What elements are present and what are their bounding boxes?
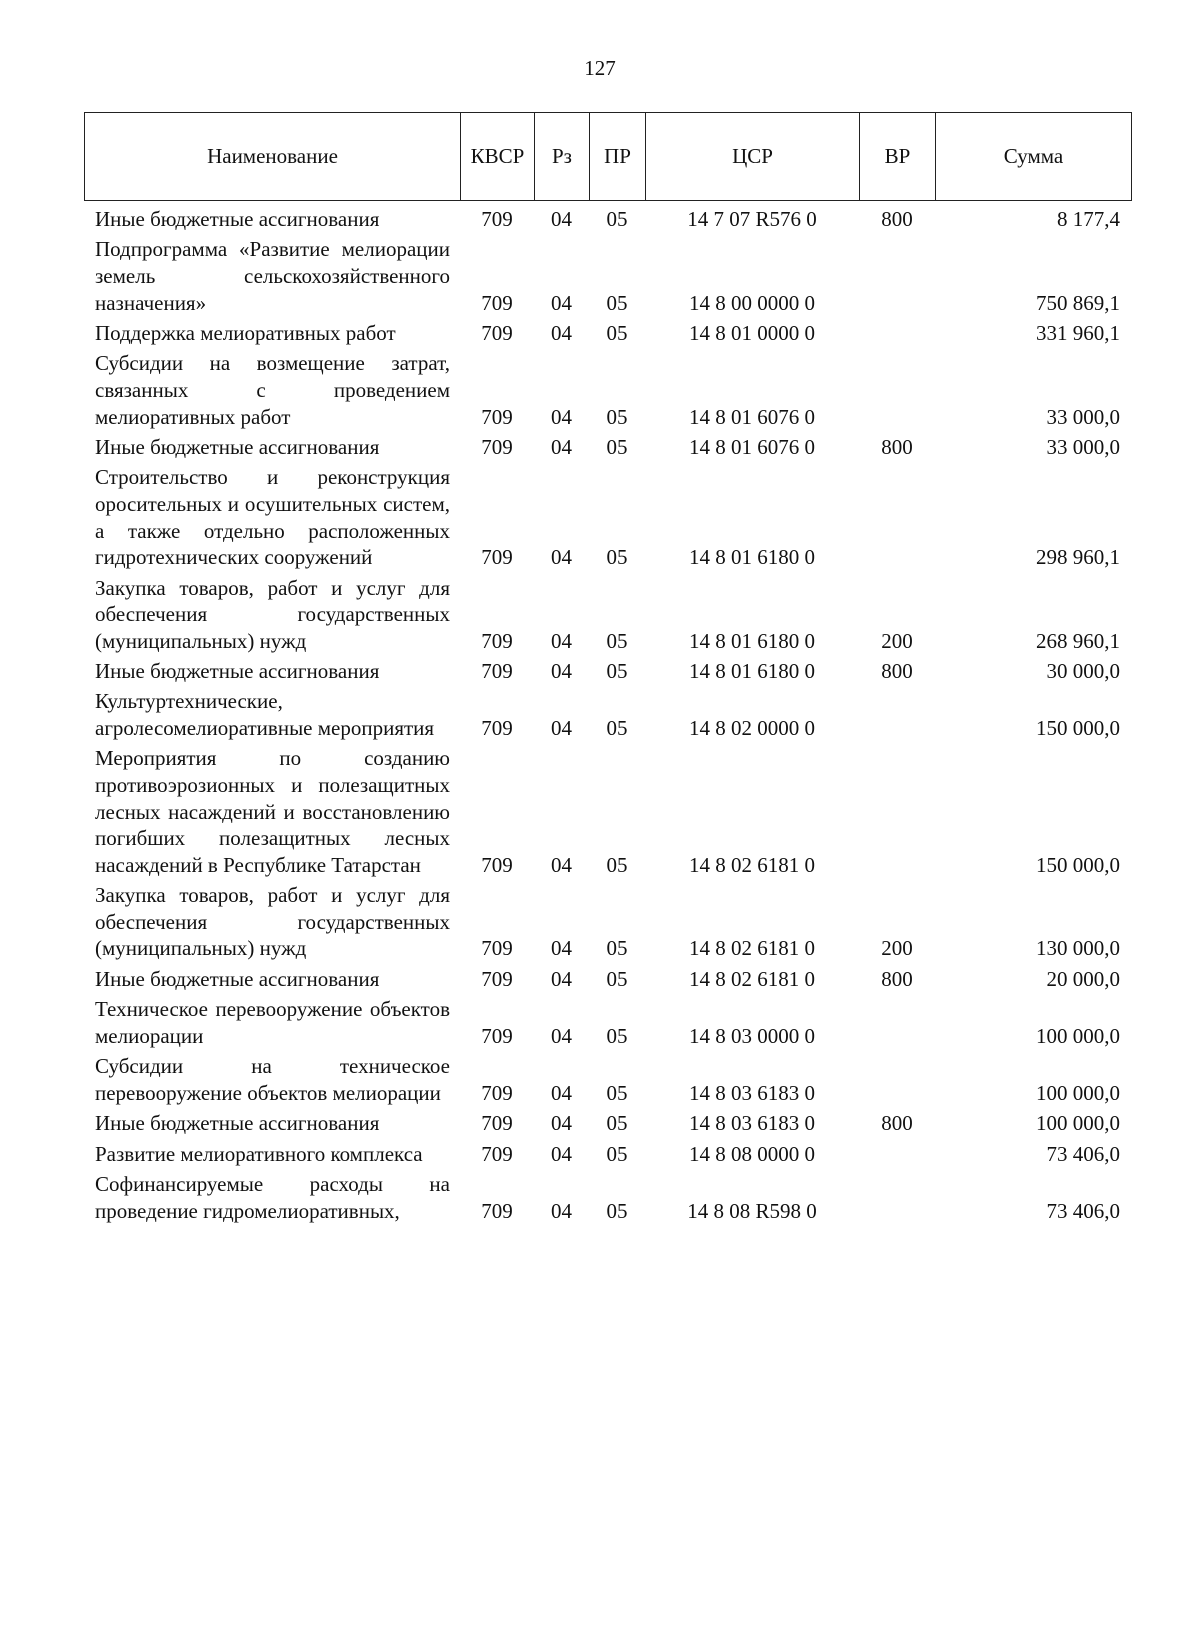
cell-pr: 05 <box>606 659 628 684</box>
cell-vr: 200 <box>881 628 913 653</box>
table-row <box>84 1141 1131 1171</box>
cell-rz: 04 <box>551 1111 572 1136</box>
cell-sum: 150 000,0 <box>1036 852 1120 877</box>
header-csr: ЦСР <box>646 113 860 201</box>
cell-kvsr: 709 <box>481 966 513 991</box>
cell-sum: 750 869,1 <box>1036 290 1120 315</box>
cell-sum: 100 000,0 <box>1036 1080 1120 1105</box>
cell-kvsr: 709 <box>481 1080 513 1105</box>
cell-kvsr: 709 <box>481 716 513 741</box>
cell-vr <box>859 1171 935 1228</box>
cell-name: Мероприятия по созданию противоэрозионных и полезащитных лесных насаждений и восстановлению погибших полезащитных лесных насаждений в Республике Татарстан <box>95 746 450 877</box>
cell-kvsr: 709 <box>481 659 513 684</box>
table-row <box>84 966 1131 996</box>
cell-csr: 14 8 02 6181 0 <box>689 852 815 877</box>
cell-kvsr: 709 <box>481 207 513 231</box>
cell-rz: 04 <box>551 966 572 991</box>
cell-csr: 14 8 03 6183 0 <box>689 1080 815 1105</box>
cell-vr: 800 <box>881 434 913 459</box>
cell-sum: 298 960,1 <box>1036 545 1120 570</box>
cell-sum: 100 000,0 <box>1036 1111 1120 1136</box>
cell-vr: 800 <box>881 1111 913 1136</box>
cell-csr: 14 8 01 6076 0 <box>689 404 815 429</box>
budget-table <box>84 206 1131 1228</box>
cell-pr: 05 <box>606 1141 628 1166</box>
cell-pr: 05 <box>606 207 628 231</box>
cell-vr <box>859 350 935 434</box>
cell-name: Иные бюджетные ассигнования <box>95 659 380 684</box>
cell-csr: 14 7 07 R576 0 <box>687 207 817 231</box>
cell-sum: 8 177,4 <box>1057 207 1120 231</box>
table-header <box>84 112 1132 201</box>
table-row <box>84 882 1131 966</box>
cell-pr: 05 <box>606 1023 628 1048</box>
cell-sum: 20 000,0 <box>1046 966 1120 991</box>
cell-name: Софинансируемые расходы на проведение гидромелиоративных, <box>95 1171 450 1223</box>
cell-rz: 04 <box>551 434 572 459</box>
cell-rz: 04 <box>551 628 572 653</box>
cell-csr: 14 8 01 6180 0 <box>689 545 815 570</box>
cell-name: Иные бюджетные ассигнования <box>95 434 380 459</box>
cell-sum: 33 000,0 <box>1046 404 1120 429</box>
cell-csr: 14 8 01 0000 0 <box>689 320 815 345</box>
cell-csr: 14 8 08 R598 0 <box>687 1198 817 1223</box>
cell-pr: 05 <box>606 404 628 429</box>
cell-kvsr: 709 <box>481 1111 513 1136</box>
table-row <box>84 688 1131 745</box>
cell-name: Закупка товаров, работ и услуг для обеспечения государственных (муниципальных) нужд <box>95 575 450 653</box>
cell-rz: 04 <box>551 1080 572 1105</box>
cell-pr: 05 <box>606 320 628 345</box>
cell-csr: 14 8 02 0000 0 <box>689 716 815 741</box>
cell-kvsr: 709 <box>481 404 513 429</box>
header-pr: ПР <box>590 113 646 201</box>
cell-sum: 30 000,0 <box>1046 659 1120 684</box>
cell-vr: 800 <box>881 659 913 684</box>
cell-vr <box>859 745 935 882</box>
cell-csr: 14 8 03 0000 0 <box>689 1023 815 1048</box>
cell-pr: 05 <box>606 936 628 961</box>
cell-kvsr: 709 <box>481 936 513 961</box>
cell-name: Субсидии на возмещение затрат, связанных с проведением мелиоративных работ <box>95 351 450 429</box>
cell-name: Иные бюджетные ассигнования <box>95 1111 380 1136</box>
table-row <box>84 745 1131 882</box>
cell-vr <box>859 236 935 320</box>
cell-csr: 14 8 03 6183 0 <box>689 1111 815 1136</box>
table-row <box>84 658 1131 688</box>
cell-rz: 04 <box>551 936 572 961</box>
cell-csr: 14 8 08 0000 0 <box>689 1141 815 1166</box>
table-row <box>84 464 1131 574</box>
cell-sum: 130 000,0 <box>1036 936 1120 961</box>
cell-sum: 73 406,0 <box>1046 1141 1120 1166</box>
cell-pr: 05 <box>606 1080 628 1105</box>
cell-csr: 14 8 00 0000 0 <box>689 290 815 315</box>
table-row <box>84 236 1131 320</box>
cell-kvsr: 709 <box>481 628 513 653</box>
cell-sum: 331 960,1 <box>1036 320 1120 345</box>
cell-name: Иные бюджетные ассигнования <box>95 966 380 991</box>
header-rz: Рз <box>535 113 590 201</box>
cell-pr: 05 <box>606 966 628 991</box>
cell-kvsr: 709 <box>481 545 513 570</box>
cell-name: Развитие мелиоративного комплекса <box>95 1141 423 1166</box>
header-kvsr: КВСР <box>461 113 535 201</box>
cell-rz: 04 <box>551 320 572 345</box>
cell-csr: 14 8 01 6180 0 <box>689 628 815 653</box>
cell-sum: 100 000,0 <box>1036 1023 1120 1048</box>
table-row <box>84 1171 1131 1228</box>
cell-rz: 04 <box>551 290 572 315</box>
table-row <box>84 996 1131 1053</box>
cell-name: Субсидии на техническое перевооружение объектов мелиорации <box>95 1054 450 1105</box>
cell-sum: 73 406,0 <box>1046 1198 1120 1223</box>
header-name: Наименование <box>85 113 461 201</box>
cell-kvsr: 709 <box>481 434 513 459</box>
table-row <box>84 350 1131 434</box>
cell-vr <box>859 464 935 574</box>
header-sum: Сумма <box>936 113 1132 201</box>
cell-csr: 14 8 02 6181 0 <box>689 936 815 961</box>
table-body <box>84 206 1131 1228</box>
cell-sum: 33 000,0 <box>1046 434 1120 459</box>
cell-vr: 800 <box>881 966 913 991</box>
cell-csr: 14 8 01 6180 0 <box>689 659 815 684</box>
cell-csr: 14 8 02 6181 0 <box>689 966 815 991</box>
cell-sum: 150 000,0 <box>1036 716 1120 741</box>
cell-pr: 05 <box>606 628 628 653</box>
cell-rz: 04 <box>551 716 572 741</box>
cell-kvsr: 709 <box>481 1023 513 1048</box>
table-row <box>84 1053 1131 1110</box>
table-row <box>84 206 1131 236</box>
cell-pr: 05 <box>606 545 628 570</box>
cell-kvsr: 709 <box>481 852 513 877</box>
cell-vr <box>859 320 935 350</box>
cell-kvsr: 709 <box>481 1141 513 1166</box>
cell-name: Строительство и реконструкция оросительных и осушительных систем, а также отдельно расположенных гидротехнических сооружений <box>95 465 450 570</box>
cell-pr: 05 <box>606 1111 628 1136</box>
cell-vr <box>859 1053 935 1110</box>
cell-name: Поддержка мелиоративных работ <box>95 320 396 345</box>
table-row <box>84 434 1131 464</box>
cell-rz: 04 <box>551 852 572 877</box>
cell-name: Иные бюджетные ассигнования <box>95 207 380 231</box>
cell-pr: 05 <box>606 290 628 315</box>
cell-pr: 05 <box>606 434 628 459</box>
cell-name: Культуртехнические, агролесомелиоративные мероприятия <box>95 689 435 741</box>
cell-rz: 04 <box>551 659 572 684</box>
cell-name: Закупка товаров, работ и услуг для обеспечения государственных (муниципальных) нужд <box>95 883 450 961</box>
table-row <box>84 320 1131 350</box>
cell-vr: 800 <box>881 207 913 231</box>
cell-rz: 04 <box>551 207 572 231</box>
cell-kvsr: 709 <box>481 290 513 315</box>
cell-vr <box>859 996 935 1053</box>
table-row <box>84 1110 1131 1140</box>
cell-name: Техническое перевооружение объектов мелиорации <box>95 997 450 1048</box>
cell-rz: 04 <box>551 404 572 429</box>
cell-csr: 14 8 01 6076 0 <box>689 434 815 459</box>
page-number: 127 <box>584 56 616 80</box>
cell-vr <box>859 1141 935 1171</box>
header-vr: ВР <box>860 113 936 201</box>
cell-rz: 04 <box>551 1023 572 1048</box>
cell-rz: 04 <box>551 545 572 570</box>
cell-pr: 05 <box>606 716 628 741</box>
cell-name: Подпрограмма «Развитие мелиорации земель сельскохозяйственного назначения» <box>95 237 450 315</box>
cell-kvsr: 709 <box>481 1198 513 1223</box>
cell-vr: 200 <box>881 936 913 961</box>
cell-rz: 04 <box>551 1198 572 1223</box>
cell-sum: 268 960,1 <box>1036 628 1120 653</box>
cell-rz: 04 <box>551 1141 572 1166</box>
cell-kvsr: 709 <box>481 320 513 345</box>
cell-pr: 05 <box>606 852 628 877</box>
cell-pr: 05 <box>606 1198 628 1223</box>
table-row <box>84 575 1131 659</box>
cell-vr <box>859 688 935 745</box>
